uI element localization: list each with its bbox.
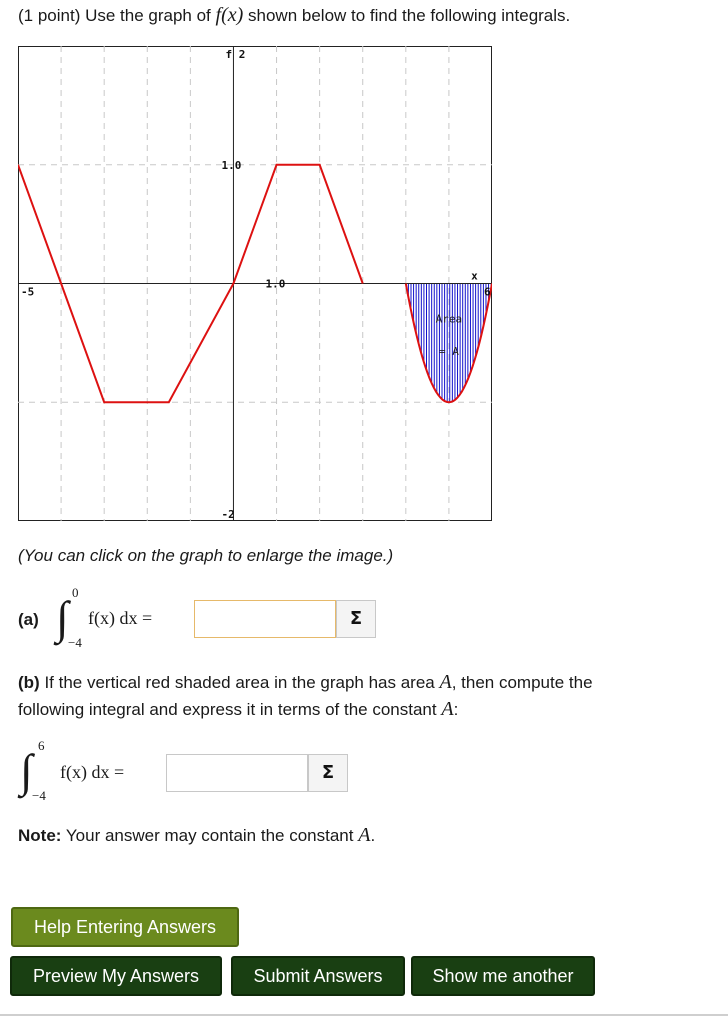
annotation-equals-a: = A (438, 344, 459, 358)
function-graph[interactable] (18, 46, 492, 521)
integrand-b: f(x) dx = (60, 762, 125, 782)
x-axis-name: x (471, 269, 478, 283)
note-label: Note: (18, 826, 62, 845)
tick-label-x-left: -5 (21, 285, 35, 299)
annotation-area: Area (435, 312, 463, 326)
note-var: A (358, 824, 371, 846)
part-b-colon: : (453, 700, 459, 719)
integral-b (20, 738, 60, 808)
intro-function: f(x) (215, 4, 244, 26)
note (18, 822, 375, 849)
bottom-divider (0, 1014, 728, 1016)
answer-b-input[interactable] (166, 754, 308, 792)
part-b-text2: , then compute the (451, 673, 593, 692)
part-b-var2: A (441, 698, 454, 720)
equation-editor-b-button[interactable]: Σ (308, 754, 348, 792)
preview-answers-button[interactable]: Preview My Answers (10, 956, 222, 996)
part-b-text1: If the vertical red shaded area in the graph has area (44, 673, 435, 692)
integrand-a: f(x) dx = (88, 608, 153, 628)
integral-b-sign: ∫ (20, 745, 33, 796)
help-entering-answers-button[interactable]: Help Entering Answers (11, 907, 239, 947)
tick-label-y-top: f 2 (225, 48, 246, 61)
graph-svg[interactable] (18, 46, 492, 521)
equation-editor-a-button[interactable]: Σ (336, 600, 376, 638)
intro-suffix: shown below to find the following integrals. (248, 6, 571, 25)
show-another-button[interactable]: Show me another (411, 956, 595, 996)
intro-prefix: (1 point) Use the graph of (18, 6, 211, 25)
tick-label-x-right: 6 (484, 285, 491, 299)
integral-a-lower: −4 (68, 635, 82, 650)
part-b-line2: following integral and express it in terms of the constant (18, 700, 437, 719)
part-a-label: (a) (18, 610, 39, 629)
integral-b-lower: −4 (32, 788, 46, 803)
part-b-text (18, 669, 718, 723)
submit-answers-button[interactable]: Submit Answers (231, 956, 405, 996)
tick-label-x-one: 1.0 (265, 277, 286, 291)
integral-a-upper: 0 (72, 585, 79, 600)
answer-a-input[interactable] (194, 600, 336, 638)
part-b-var: A (439, 671, 452, 693)
integral-b-upper: 6 (38, 738, 45, 753)
note-text: Your answer may contain the constant (65, 826, 354, 845)
part-b-label: (b) (18, 673, 40, 692)
tick-label-y-one: 1.0 (221, 158, 242, 172)
integral-a-sign: ∫ (56, 592, 69, 643)
note-end: . (370, 826, 376, 845)
enlarge-hint: (You can click on the graph to enlarge the image.) (18, 546, 394, 565)
problem-intro (18, 4, 570, 27)
tick-label-y-bottom: -2 (221, 508, 235, 521)
